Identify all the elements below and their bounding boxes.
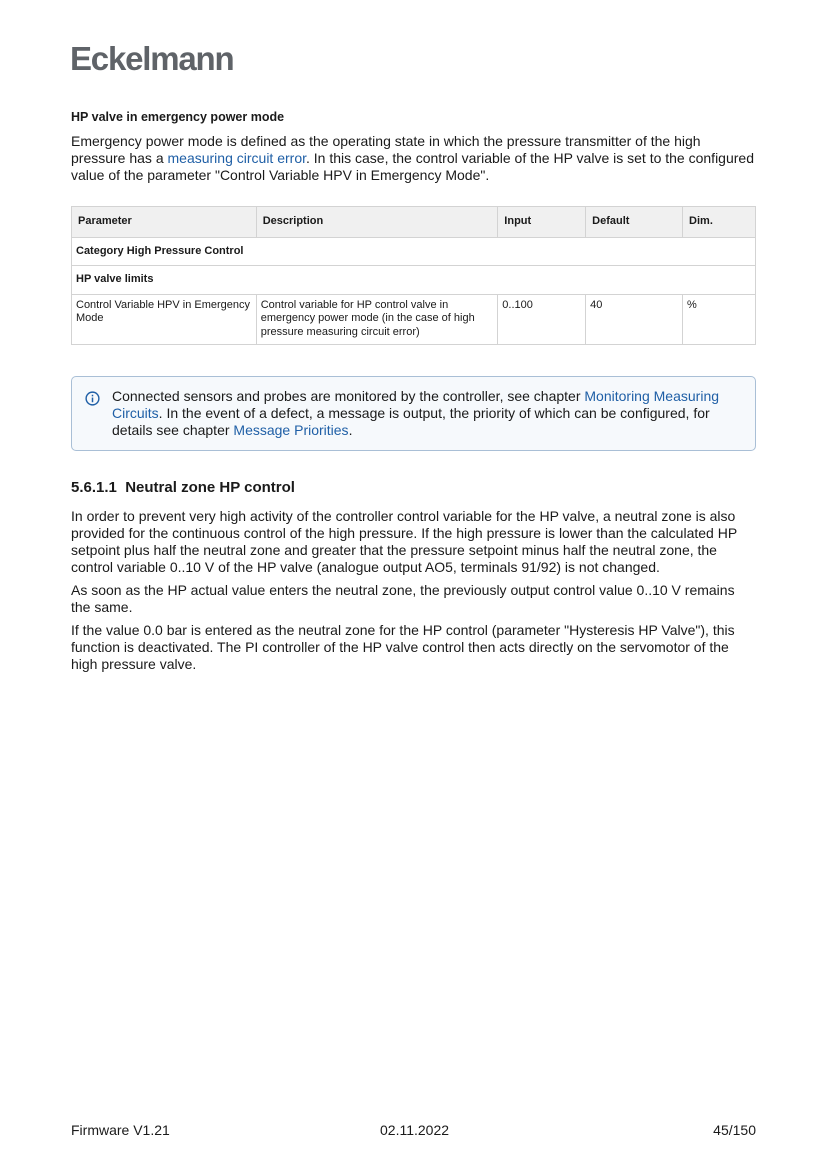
- category-cell: Category High Pressure Control: [72, 237, 756, 266]
- emergency-paragraph: [71, 133, 756, 184]
- parameter-table: [71, 206, 756, 345]
- table-row: [72, 294, 756, 345]
- col-header-dim: Dim.: [683, 207, 756, 238]
- info-note: [71, 376, 756, 451]
- cell-description: Control variable for HP control valve in emergency power mode (in the case of high pressure measuring circuit error): [256, 294, 498, 345]
- message-priorities-link[interactable]: Message Priorities: [233, 422, 349, 438]
- cell-parameter: Control Variable HPV in Emergency Mode: [72, 294, 257, 345]
- table-header-row: [72, 207, 756, 238]
- note-text-2: . In the event of a defect, a message is output, the priority of which can be configured, for details see chapter: [112, 405, 710, 438]
- measuring-circuit-error-link[interactable]: measuring circuit error: [167, 150, 306, 166]
- company-logo: Eckelmann: [70, 40, 234, 77]
- note-text-3: .: [348, 422, 353, 438]
- cell-default: 40: [586, 294, 683, 345]
- footer-date: 02.11.2022: [380, 1122, 450, 1138]
- col-header-description: Description: [256, 207, 498, 238]
- footer-page-number: 45/150: [713, 1122, 756, 1138]
- section-heading-neutral-zone: [71, 479, 756, 496]
- neutral-zone-paragraph-3: If the value 0.0 bar is entered as the neutral zone for the HP control (parameter "Hysteresis HP Valve"), this function is deactivated. The PI controller of the HP valve control then acts directly on the servomotor of the high pressure valve.: [71, 622, 735, 672]
- category-row: [72, 237, 756, 266]
- emergency-text-2: . In this case, the control variable of the HP valve is set to the configured value of the parameter "Control Variable HPV in Emergency Mode".: [71, 150, 754, 183]
- footer-firmware: Firmware V1.21: [71, 1122, 170, 1138]
- section-title: Neutral zone HP control: [125, 479, 295, 496]
- col-header-input: Input: [498, 207, 586, 238]
- page-content: [71, 110, 756, 679]
- section-number: 5.6.1.1: [71, 479, 117, 496]
- subcategory-cell: HP valve limits: [72, 266, 756, 295]
- neutral-zone-paragraph-1: In order to prevent very high activity of the controller control variable for the HP valve, a neutral zone is also provided for the continuous control of the high pressure. If the high pressure is lower than the calculated HP setpoint plus half the neutral zone and greater that the pressure setpoint minus half the neutral zone, the control variable 0..10 V of the HP valve (analogue output AO5, terminals 91/92) is not changed.: [71, 508, 737, 575]
- emergency-text-1: Emergency power mode is defined as the operating state in which the pressure transmitter of the high pressure has a: [71, 133, 701, 166]
- subcategory-row: [72, 266, 756, 295]
- cell-input: 0..100: [498, 294, 586, 345]
- col-header-default: Default: [586, 207, 683, 238]
- info-icon: [85, 391, 100, 406]
- neutral-zone-paragraph-2: As soon as the HP actual value enters the neutral zone, the previously output control value 0..10 V remains the same.: [71, 582, 735, 615]
- monitoring-measuring-circuits-link[interactable]: Monitoring Measuring Circuits: [112, 388, 720, 421]
- cell-dim: %: [683, 294, 756, 345]
- note-text-1: Connected sensors and probes are monitored by the controller, see chapter: [112, 388, 585, 404]
- section-heading-emergency: HP valve in emergency power mode: [71, 110, 285, 124]
- col-header-parameter: Parameter: [72, 207, 257, 238]
